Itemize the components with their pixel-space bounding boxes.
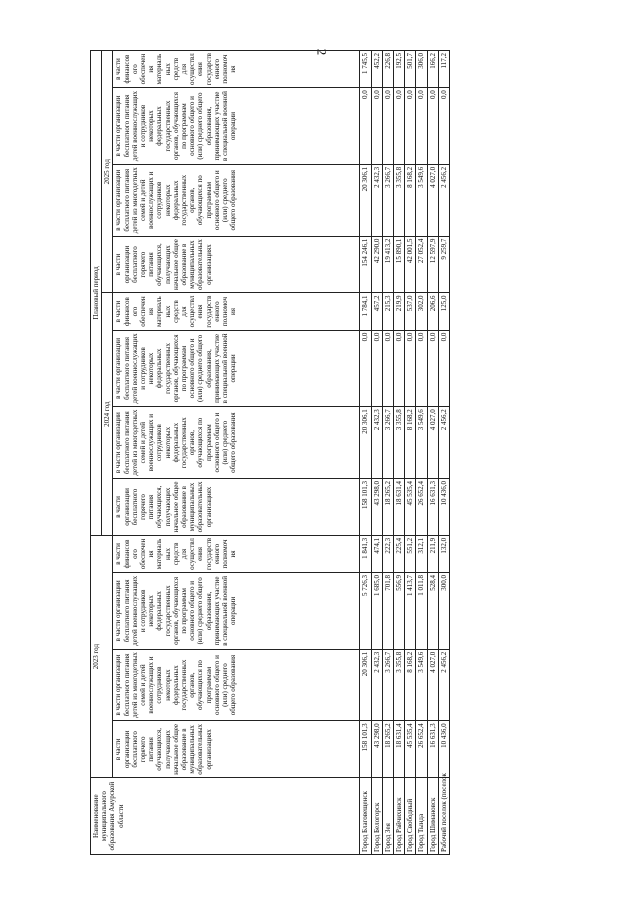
value-cell: 1 745,5 <box>360 51 371 88</box>
col-header-2024-c: в части организации бесплатного питания детей военнослужащих и сотрудников некоторых федеральных государственных органов, обучающихся по программам основного общего и (или) среднего общего образования, принимающих участие в специальной военной операции <box>113 330 360 407</box>
table-row <box>394 51 405 855</box>
year-2025-header: 2025 год <box>102 51 113 294</box>
table-row <box>438 51 449 855</box>
value-cell: 43 298,0 <box>371 721 382 778</box>
value-cell: 3 549,6 <box>416 407 427 479</box>
value-cell: 18 631,4 <box>394 721 405 778</box>
value-cell: 0,0 <box>394 88 405 165</box>
municipality-name-cell: Город Белогорск <box>371 778 382 855</box>
value-cell: 211,9 <box>427 535 438 572</box>
value-cell: 528,4 <box>427 573 438 650</box>
rotated-table-container <box>90 50 560 855</box>
value-cell: 0,0 <box>371 88 382 165</box>
value-cell: 2 432,3 <box>371 407 382 479</box>
value-cell: 3 355,8 <box>394 407 405 479</box>
value-cell: 27 052,4 <box>416 236 427 293</box>
value-cell: 3 355,8 <box>394 164 405 236</box>
value-cell: 0,0 <box>371 330 382 407</box>
value-cell: 0,0 <box>405 88 416 165</box>
table-row <box>371 51 382 855</box>
value-cell: 117,2 <box>438 51 449 88</box>
value-cell: 0,0 <box>360 88 371 165</box>
value-cell: 16 631,3 <box>427 479 438 536</box>
municipality-name-cell: Город Свободный <box>405 778 416 855</box>
table-body <box>360 51 450 855</box>
col-header-2023-b: в части организации бесплатного питания детей из многодетных семей и детей военнослужащих и сотрудников некоторых федеральных государственных органов, обучающихся по программам основного общего и (или) среднего общего образования <box>113 649 360 721</box>
value-cell: 0,0 <box>416 88 427 165</box>
col-header-2024-b: в части организации бесплатного питания детей из многодетных семей и детей военнослужащих и сотрудников некоторых федеральных государственных органов, обучающихся по программам основного общего и (или) среднего общего образования <box>113 407 360 479</box>
municipality-name-cell: Город Райчихинск <box>394 778 405 855</box>
value-cell: 302,0 <box>416 293 427 330</box>
value-cell: 154 246,1 <box>360 236 371 293</box>
value-cell: 226,8 <box>382 51 393 88</box>
value-cell: 8 168,2 <box>405 649 416 721</box>
value-cell: 0,0 <box>360 330 371 407</box>
col-header-2023-a: в части организации бесплатного горячего питания обучающихся, получающих начальное общее образование в муниципальных образовательных организациях <box>113 721 360 778</box>
value-cell: 125,0 <box>438 293 449 330</box>
value-cell: 219,9 <box>394 293 405 330</box>
col-header-2025-b: в части организации бесплатного питания детей из многодетных семей и детей военнослужащих и сотрудников некоторых федеральных государственных органов, обучающихся по программам основного общего и (или) среднего общего образования <box>113 164 360 236</box>
value-cell: 18 265,2 <box>382 479 393 536</box>
value-cell: 8 168,2 <box>405 407 416 479</box>
municipality-name-cell: Город Шимановск <box>427 778 438 855</box>
value-cell: 192,5 <box>394 51 405 88</box>
value-cell: 20 306,1 <box>360 649 371 721</box>
value-cell: 9 259,7 <box>438 236 449 293</box>
value-cell: 551,2 <box>405 535 416 572</box>
value-cell: 501,7 <box>405 51 416 88</box>
value-cell: 537,0 <box>405 293 416 330</box>
municipality-name-cell: Город Тында <box>416 778 427 855</box>
value-cell: 5 726,3 <box>360 573 371 650</box>
value-cell: 701,8 <box>382 573 393 650</box>
value-cell: 26 652,4 <box>416 721 427 778</box>
table-row <box>382 51 393 855</box>
value-cell: 300,0 <box>438 573 449 650</box>
col-header-2023-d: в части финансового обеспечения материальных средств для осуществления государственного полномочия <box>113 535 360 572</box>
year-2023-header: 2023 год <box>91 535 113 777</box>
value-cell: 43 298,0 <box>371 479 382 536</box>
value-cell: 16 631,3 <box>427 721 438 778</box>
value-cell: 225,4 <box>394 535 405 572</box>
value-cell: 222,3 <box>382 535 393 572</box>
col-header-2024-a: в части организации бесплатного горячего питания обучающихся, получающих начальное общее образование в муниципальных образовательных организациях <box>113 479 360 536</box>
value-cell: 1 011,8 <box>416 573 427 650</box>
table-row <box>360 51 371 855</box>
budget-table <box>90 50 450 855</box>
value-cell: 166,2 <box>427 51 438 88</box>
municipality-name-cell: Рабочий поселок (поселок <box>438 778 449 855</box>
value-cell: 1 784,1 <box>360 293 371 330</box>
value-cell: 42 001,5 <box>405 236 416 293</box>
page-number: 2 <box>314 48 330 56</box>
value-cell: 452,2 <box>371 51 382 88</box>
value-cell: 0,0 <box>438 88 449 165</box>
table-row <box>416 51 427 855</box>
value-cell: 2 456,2 <box>438 407 449 479</box>
table-row <box>405 51 416 855</box>
value-cell: 45 535,4 <box>405 479 416 536</box>
table-row <box>427 51 438 855</box>
value-cell: 457,2 <box>371 293 382 330</box>
value-cell: 18 631,4 <box>394 479 405 536</box>
value-cell: 2 432,3 <box>371 649 382 721</box>
col-header-2025-a: в части организации бесплатного горячего питания обучающихся, получающих начальное общее образование в муниципальных образовательных организациях <box>113 236 360 293</box>
value-cell: 0,0 <box>427 330 438 407</box>
value-cell: 4 027,0 <box>427 164 438 236</box>
value-cell: 474,1 <box>371 535 382 572</box>
value-cell: 0,0 <box>416 330 427 407</box>
col-header-2025-d: в части финансового обеспечения материальных средств для осуществления государственного полномочия <box>113 51 360 88</box>
value-cell: 206,6 <box>427 293 438 330</box>
value-cell: 8 168,2 <box>405 164 416 236</box>
value-cell: 3 266,7 <box>382 649 393 721</box>
col-header-2024-d: в части финансового обеспечения материальных средств для осуществления государственного полномочия <box>113 293 360 330</box>
municipality-name-cell: Город Благовещенск <box>360 778 371 855</box>
value-cell: 1 413,7 <box>405 573 416 650</box>
value-cell: 0,0 <box>394 330 405 407</box>
municipality-header: Наименование муниципального образования Амурской области <box>91 778 360 855</box>
value-cell: 42 290,0 <box>371 236 382 293</box>
value-cell: 0,0 <box>382 88 393 165</box>
value-cell: 158 101,3 <box>360 721 371 778</box>
value-cell: 15 890,1 <box>394 236 405 293</box>
value-cell: 2 456,2 <box>438 649 449 721</box>
value-cell: 3 266,7 <box>382 407 393 479</box>
value-cell: 312,1 <box>416 535 427 572</box>
value-cell: 3 549,6 <box>416 164 427 236</box>
value-cell: 45 535,4 <box>405 721 416 778</box>
value-cell: 1 841,3 <box>360 535 371 572</box>
value-cell: 20 306,1 <box>360 407 371 479</box>
planned-period-header: Плановый период <box>91 51 102 536</box>
value-cell: 215,3 <box>382 293 393 330</box>
value-cell: 10 436,0 <box>438 721 449 778</box>
value-cell: 4 027,0 <box>427 407 438 479</box>
year-2024-header: 2024 год <box>102 293 113 535</box>
value-cell: 18 265,2 <box>382 721 393 778</box>
value-cell: 12 597,9 <box>427 236 438 293</box>
col-header-2025-c: в части организации бесплатного питания детей военнослужащих и сотрудников некоторых федеральных государственных органов, обучающихся по программам основного общего и (или) среднего общего образования, принимающих участие в специальной военной операции <box>113 88 360 165</box>
value-cell: 26 652,4 <box>416 479 427 536</box>
value-cell: 556,9 <box>394 573 405 650</box>
col-header-2023-c: в части организации бесплатного питания детей военнослужащих и сотрудников некоторых федеральных государственных органов, обучающихся по программам основного общего и (или) среднего общего образования, принимающих участие в специальной военной операции <box>113 573 360 650</box>
value-cell: 3 355,8 <box>394 649 405 721</box>
value-cell: 2 432,3 <box>371 164 382 236</box>
value-cell: 306,0 <box>416 51 427 88</box>
municipality-name-cell: Город Зея <box>382 778 393 855</box>
value-cell: 132,0 <box>438 535 449 572</box>
value-cell: 0,0 <box>382 330 393 407</box>
value-cell: 0,0 <box>427 88 438 165</box>
value-cell: 10 436,0 <box>438 479 449 536</box>
value-cell: 1 685,0 <box>371 573 382 650</box>
value-cell: 0,0 <box>438 330 449 407</box>
value-cell: 2 456,2 <box>438 164 449 236</box>
value-cell: 19 413,2 <box>382 236 393 293</box>
value-cell: 0,0 <box>405 330 416 407</box>
value-cell: 20 306,1 <box>360 164 371 236</box>
value-cell: 3 549,6 <box>416 649 427 721</box>
value-cell: 158 101,3 <box>360 479 371 536</box>
value-cell: 4 027,0 <box>427 649 438 721</box>
value-cell: 3 266,7 <box>382 164 393 236</box>
